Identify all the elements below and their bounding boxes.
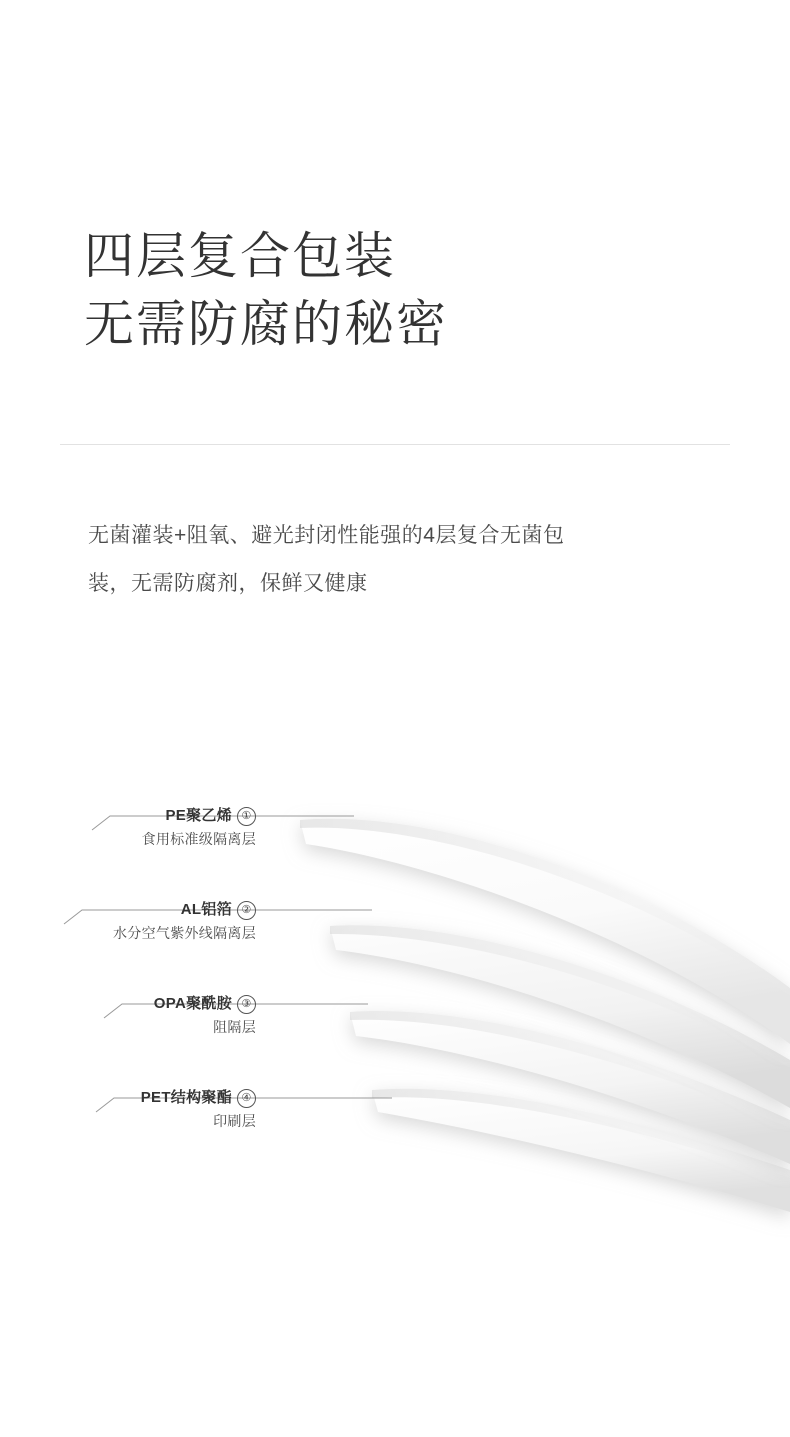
layer-3-title	[154, 994, 256, 1014]
layer-label-3	[154, 994, 256, 1040]
description-paragraph	[88, 512, 688, 608]
description-line-2: 装，无需防腐剂，保鲜又健康	[88, 572, 368, 595]
layer-1-index: ①	[237, 807, 256, 826]
layer-4-index: ④	[237, 1089, 256, 1108]
layer-1-title-text: PE聚乙烯	[165, 807, 232, 824]
layer-2-subtitle: 水分空气紫外线隔离层	[113, 925, 256, 941]
leader-lines	[64, 816, 392, 1112]
layer-1-title	[142, 806, 256, 826]
description-line-1: 无菌灌装+阻氧、避光封闭性能强的4层复合无菌包	[88, 524, 565, 547]
layer-3-index: ③	[237, 995, 256, 1014]
layer-2-title-text: AL铝箔	[180, 901, 232, 918]
layer-2-title	[113, 900, 256, 920]
layer-2-index: ②	[237, 901, 256, 920]
layer-label-4	[141, 1088, 256, 1134]
layer-4-subtitle: 印刷层	[213, 1113, 256, 1129]
layer-3-subtitle: 阻隔层	[213, 1019, 256, 1035]
page-title-line-2: 无需防腐的秘密	[84, 296, 448, 352]
layer-label-2	[113, 900, 256, 946]
layer-sheets-illustration	[0, 760, 790, 1240]
layer-4-title	[141, 1088, 256, 1108]
page-title	[84, 222, 704, 358]
section-divider	[60, 444, 730, 445]
packaging-layer-diagram	[0, 760, 790, 1240]
layer-1-subtitle: 食用标准级隔离层	[141, 831, 256, 847]
layer-4-title-text: PET结构聚酯	[140, 1089, 232, 1106]
layer-3-title-text: OPA聚酰胺	[153, 995, 232, 1012]
page-title-line-1: 四层复合包装	[84, 228, 396, 284]
layer-label-1	[142, 806, 256, 852]
